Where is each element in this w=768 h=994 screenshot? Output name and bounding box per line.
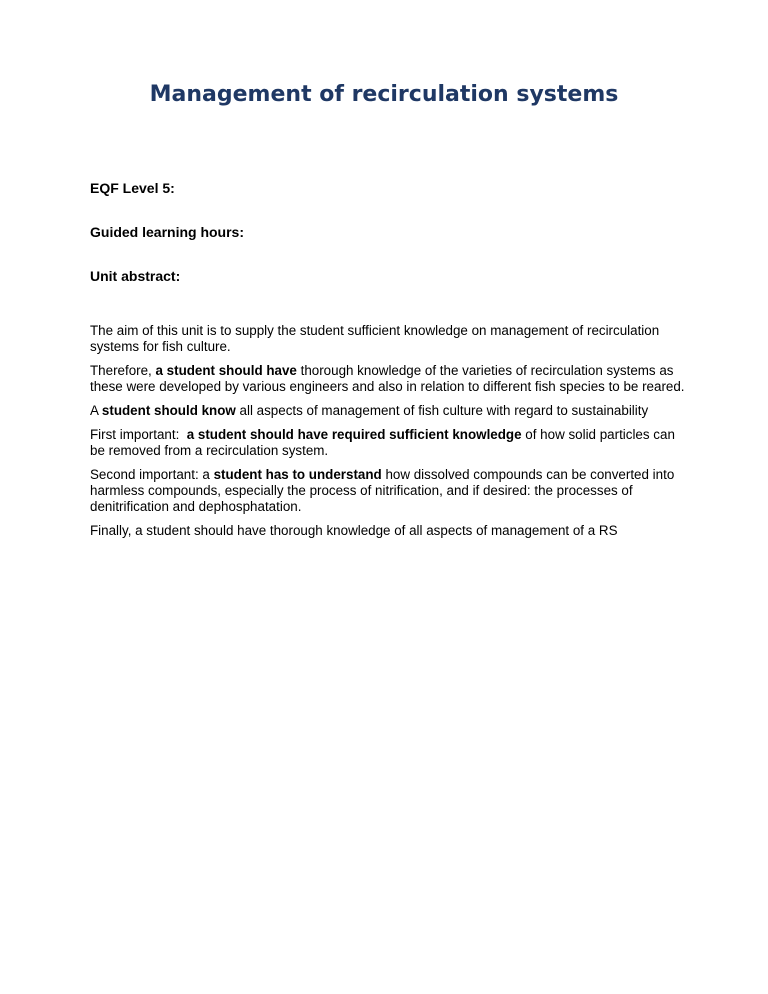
paragraph-sustainability-rest: all aspects of management of fish culture with regard to sustainability bbox=[235, 403, 649, 418]
page-title: Management of recirculation systems bbox=[149, 82, 619, 107]
paragraph-sustainability-lead: A bbox=[90, 403, 102, 418]
paragraph-dissolved-rest: how dissolved compounds can be converted into harmless compounds, especially the process of nitrification, and if desired: the processes of denitrification and dephosphatation. bbox=[90, 467, 675, 514]
paragraph-dissolved bbox=[90, 467, 690, 515]
eqf-level-label: EQF Level 5: bbox=[90, 180, 175, 196]
paragraph-dissolved-emphasis: student has to understand bbox=[213, 467, 382, 482]
paragraph-finally bbox=[90, 523, 690, 539]
paragraph-sustainability bbox=[90, 403, 690, 419]
paragraph-varieties-rest: thorough knowledge of the varieties of recirculation systems as these were developed by various engineers and also in relation to different fish species to be reared. bbox=[90, 363, 685, 394]
paragraph-varieties-emphasis: a student should have bbox=[155, 363, 297, 378]
paragraph-varieties bbox=[90, 363, 690, 395]
paragraph-aim-text: The aim of this unit is to supply the student sufficient knowledge on management of recirculation systems for fish culture. bbox=[90, 323, 660, 354]
paragraph-finally-text: Finally, a student should have thorough knowledge of all aspects of management of a RS bbox=[90, 523, 618, 538]
paragraph-solids-lead: First important: bbox=[90, 427, 187, 442]
paragraph-solids-rest: of how solid particles can be removed from a recirculation system. bbox=[90, 427, 675, 458]
guided-learning-hours-label: Guided learning hours: bbox=[90, 224, 245, 240]
paragraph-dissolved-lead: Second important: a bbox=[90, 467, 214, 482]
paragraph-aim bbox=[90, 323, 690, 355]
unit-abstract-label: Unit abstract: bbox=[90, 268, 181, 284]
paragraph-solids-emphasis: a student should have required sufficient knowledge bbox=[186, 427, 522, 442]
abstract-body bbox=[90, 323, 690, 547]
paragraph-solids bbox=[90, 427, 690, 459]
paragraph-sustainability-emphasis: student should know bbox=[101, 403, 236, 418]
paragraph-varieties-lead: Therefore, bbox=[90, 363, 156, 378]
